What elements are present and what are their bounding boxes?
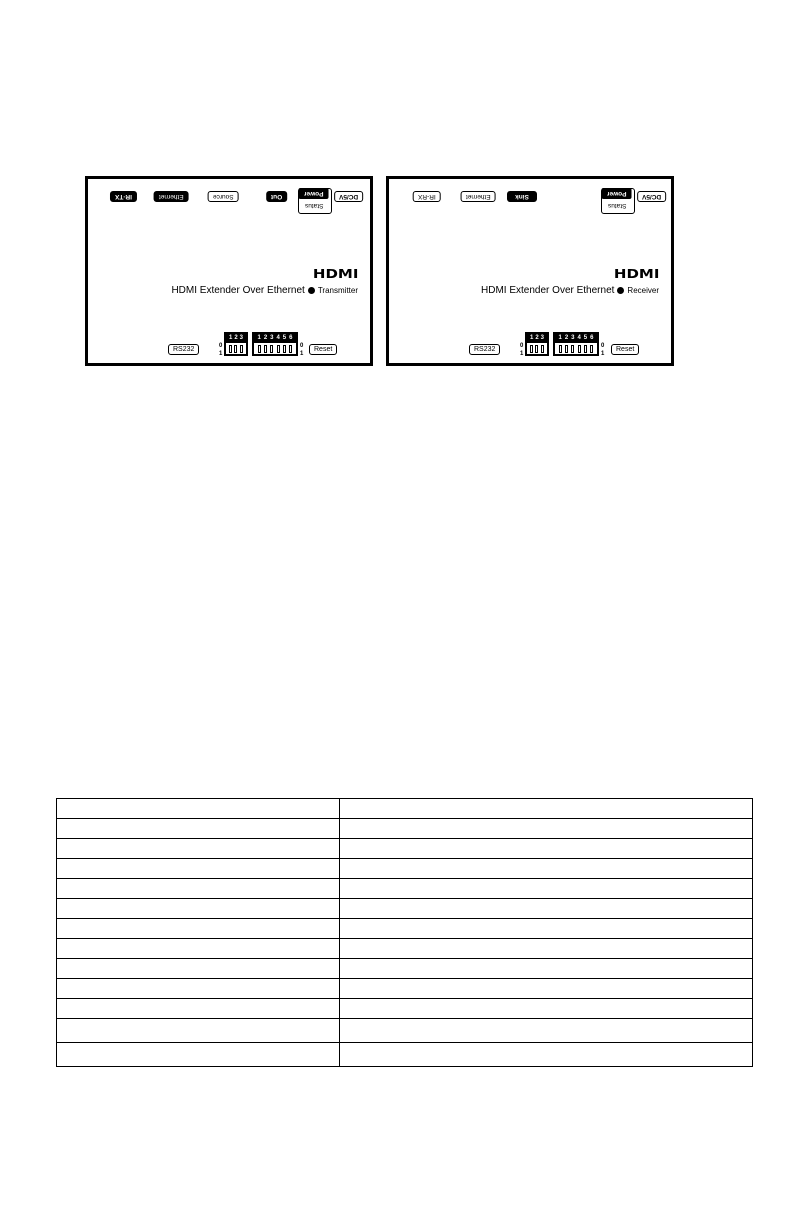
- reset-button[interactable]: Reset: [309, 344, 337, 355]
- table-cell: [57, 859, 340, 879]
- table-row: [57, 959, 753, 979]
- table-cell: [340, 859, 753, 879]
- dip-number: 2: [263, 335, 268, 341]
- rs232-label: RS232: [168, 344, 199, 355]
- dip-toggle[interactable]: [584, 345, 587, 353]
- table-cell: [57, 939, 340, 959]
- dip-number: 2: [535, 335, 539, 341]
- dip-on-label: 1: [520, 351, 524, 357]
- status-indicator-box: [601, 188, 635, 214]
- table-cell: [57, 879, 340, 899]
- dip-number: 1: [529, 335, 534, 341]
- dc-power-label: DC/5V: [637, 191, 666, 202]
- power-label: Power: [299, 188, 329, 199]
- bullet-dot-icon: [308, 287, 315, 294]
- table-cell: [340, 799, 753, 819]
- dip-toggle[interactable]: [240, 345, 243, 353]
- status-indicator-box: [298, 188, 332, 214]
- dip-number: 3: [540, 335, 544, 341]
- dip-number: 6: [289, 335, 293, 341]
- table-row: [57, 879, 753, 899]
- dip-on-label: 1: [219, 351, 223, 357]
- table-cell: [57, 959, 340, 979]
- dip-off-label: 0: [300, 343, 304, 349]
- ir-tx-label: IR-TX: [110, 191, 137, 202]
- device-title-text: HDMI Extender Over Ethernet: [171, 285, 305, 296]
- table-cell: [57, 819, 340, 839]
- device-title: [481, 285, 659, 296]
- dip-off-label: 0: [601, 343, 605, 349]
- power-label: Power: [602, 188, 632, 199]
- dip-number: 4: [276, 335, 280, 341]
- ir-rx-label: IR-RX: [413, 191, 441, 202]
- dip-switch-small[interactable]: [525, 332, 549, 356]
- dip-toggle[interactable]: [590, 345, 593, 353]
- dip-toggle[interactable]: [559, 345, 562, 353]
- dip-toggle[interactable]: [565, 345, 568, 353]
- table-row: [57, 1019, 753, 1043]
- rs232-label: RS232: [469, 344, 500, 355]
- dip-number: 3: [571, 335, 575, 341]
- dip-switch-small[interactable]: [224, 332, 248, 356]
- status-label: Status: [608, 202, 627, 209]
- table-cell: [340, 1043, 753, 1067]
- table-cell: [340, 1019, 753, 1043]
- table-row: [57, 919, 753, 939]
- dip-number: 1: [228, 335, 233, 341]
- table-row: [57, 899, 753, 919]
- table-row: [57, 819, 753, 839]
- bullet-dot-icon: [617, 287, 624, 294]
- table-row: [57, 839, 753, 859]
- dip-toggle[interactable]: [234, 345, 237, 353]
- dip-on-label: 1: [300, 351, 304, 357]
- table-row: [57, 859, 753, 879]
- dip-number: 2: [234, 335, 238, 341]
- table-cell: [340, 999, 753, 1019]
- dip-toggle[interactable]: [530, 345, 533, 353]
- table-row: [57, 999, 753, 1019]
- table-cell: [340, 919, 753, 939]
- dip-off-label: 0: [520, 343, 524, 349]
- dip-number: 6: [590, 335, 594, 341]
- out-label: Out: [266, 191, 287, 202]
- table-cell: [340, 959, 753, 979]
- table-cell: [340, 899, 753, 919]
- table-cell: [57, 1043, 340, 1067]
- dip-number: 3: [239, 335, 243, 341]
- spec-table: [56, 798, 753, 1067]
- dip-toggle[interactable]: [258, 345, 261, 353]
- table-cell: [340, 939, 753, 959]
- device-subtitle: Transmitter: [317, 286, 358, 295]
- dip-toggle[interactable]: [535, 345, 538, 353]
- table-row: [57, 799, 753, 819]
- dip-number: 1: [558, 335, 562, 341]
- table-cell: [57, 839, 340, 859]
- dip-toggle[interactable]: [270, 345, 273, 353]
- table-cell: [340, 839, 753, 859]
- dip-toggle[interactable]: [277, 345, 280, 353]
- table-cell: [57, 979, 340, 999]
- table-cell: [57, 919, 340, 939]
- receiver-panel: [386, 176, 674, 366]
- ethernet-label: Ethernet: [461, 191, 496, 202]
- transmitter-panel: [85, 176, 373, 366]
- dc-power-label: DC/5V: [334, 191, 363, 202]
- dip-switch-large[interactable]: [553, 332, 599, 356]
- dip-toggle[interactable]: [264, 345, 267, 353]
- dip-toggle[interactable]: [571, 345, 574, 353]
- ethernet-label: Ethernet: [154, 191, 189, 202]
- source-label: Source: [208, 191, 239, 202]
- dip-toggle[interactable]: [229, 345, 232, 353]
- reset-button[interactable]: Reset: [611, 344, 639, 355]
- table-cell: [57, 999, 340, 1019]
- device-title-text: HDMI Extender Over Ethernet: [481, 285, 615, 296]
- table-row: [57, 979, 753, 999]
- hdmi-logo: HDMI: [312, 267, 358, 281]
- dip-on-label: 1: [601, 351, 605, 357]
- table-cell: [340, 819, 753, 839]
- dip-toggle[interactable]: [283, 345, 286, 353]
- status-label: Status: [305, 202, 324, 209]
- dip-number: 1: [257, 335, 261, 341]
- table-cell: [57, 799, 340, 819]
- dip-number: 4: [577, 335, 581, 341]
- sink-label: Sink: [507, 191, 537, 202]
- table-cell: [57, 899, 340, 919]
- hdmi-logo: HDMI: [613, 267, 659, 281]
- dip-number: 3: [270, 335, 274, 341]
- dip-switch-large[interactable]: [252, 332, 298, 356]
- device-title: [171, 285, 358, 296]
- device-subtitle: Receiver: [627, 286, 659, 295]
- dip-toggle[interactable]: [289, 345, 292, 353]
- table-row: [57, 939, 753, 959]
- table-cell: [340, 979, 753, 999]
- dip-toggle[interactable]: [578, 345, 581, 353]
- dip-number: 2: [564, 335, 569, 341]
- dip-toggle[interactable]: [541, 345, 544, 353]
- dip-off-label: 0: [219, 343, 223, 349]
- table-row: [57, 1043, 753, 1067]
- table-cell: [340, 879, 753, 899]
- table-cell: [57, 1019, 340, 1043]
- dip-number: 5: [282, 335, 287, 341]
- dip-number: 5: [583, 335, 588, 341]
